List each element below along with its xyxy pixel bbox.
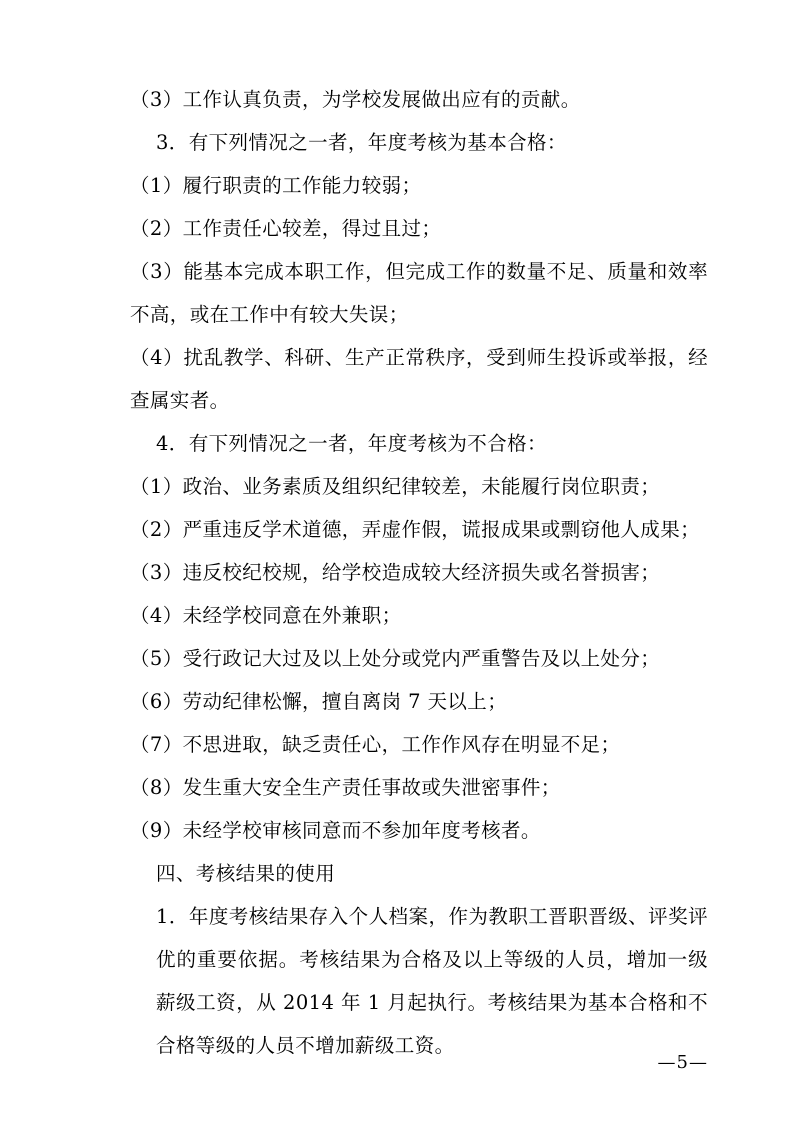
paragraph: （3）能基本完成本职工作，但完成工作的数量不足、质量和效率不高，或在工作中有较大失误； — [130, 260, 708, 326]
paragraph: （8）发生重大安全生产责任事故或失泄密事件； — [130, 776, 561, 799]
paragraph: （4）扰乱教学、科研、生产正常秩序，受到师生投诉或举报，经查属实者。 — [130, 346, 708, 412]
page-number: —5— — [657, 1052, 708, 1073]
paragraph: （2）工作责任心较差，得过且过； — [130, 217, 442, 240]
paragraph: （9）未经学校审核同意而不参加年度考核者。 — [130, 819, 541, 842]
paragraph: （1）政治、业务素质及组织纪律较差，未能履行岗位职责； — [130, 475, 661, 498]
paragraph: （5）受行政记大过及以上处分或党内严重警告及以上处分； — [130, 647, 661, 670]
paragraph: （4）未经学校同意在外兼职； — [130, 604, 402, 627]
paragraph: 4．有下列情况之一者，年度考核为不合格： — [156, 432, 547, 455]
paragraph: （1）履行职责的工作能力较弱； — [130, 174, 422, 197]
paragraph: （7）不思进取，缺乏责任心，工作作风存在明显不足； — [130, 733, 621, 756]
paragraph: 四、考核结果的使用 — [156, 862, 336, 885]
paragraph: （6）劳动纪律松懈，擅自离岗 7 天以上； — [130, 690, 508, 713]
paragraph: （2）严重违反学术道德，弄虚作假，谎报成果或剽窃他人成果； — [130, 518, 701, 541]
document-body — [130, 78, 708, 1067]
paragraph: 3．有下列情况之一者，年度考核为基本合格： — [156, 131, 567, 154]
paragraph: （3）工作认真负责，为学校发展做出应有的贡献。 — [130, 88, 581, 111]
paragraph: （3）违反校纪校规，给学校造成较大经济损失或名誉损害； — [130, 561, 661, 584]
paragraph: 1．年度考核结果存入个人档案，作为教职工晋职晋级、评奖评优的重要依据。考核结果为合格及以上等级的人员，增加一级薪级工资，从 2014 年 1 月起执行。考核结果为基本合格和不合格等级的人员不增加薪级工资。 — [156, 905, 708, 1057]
